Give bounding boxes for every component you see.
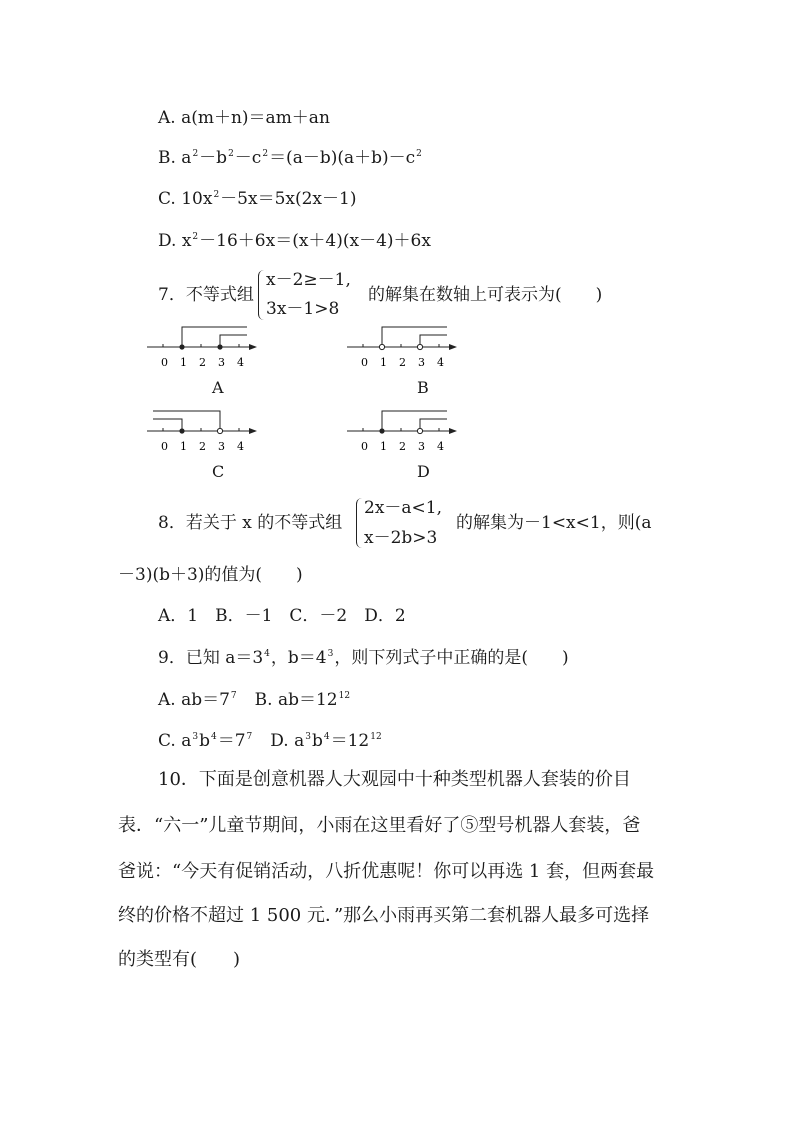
q6-option-b: B. $a^2-b^2-c^2=(a-b)(a+b)-c^2$ — [158, 148, 422, 168]
q7-system-line-2: 3x－1>8 — [266, 299, 340, 319]
tick-label: 2 — [199, 440, 206, 453]
tick-label: 4 — [237, 356, 244, 369]
tick-label: 4 — [437, 440, 444, 453]
q9-options-ab: A. $ab=7^7$ B. $ab=12^{12}$ — [158, 690, 351, 710]
caption-b: B — [417, 378, 429, 397]
tick-label: 0 — [161, 440, 168, 453]
tick-label: 3 — [418, 440, 425, 453]
caption-a: A — [212, 378, 224, 397]
tick-label: 2 — [199, 356, 206, 369]
caption-c: C — [212, 462, 225, 481]
q10-line-1: 10．下面是创意机器人大观园中十种类型机器人套装的价目 — [158, 769, 631, 790]
q8-system-brace — [356, 498, 363, 548]
q7-stem-prefix: 7．不等式组 — [158, 285, 254, 305]
tick-label: 2 — [399, 440, 406, 453]
number-line-d — [345, 406, 460, 456]
q6-option-c: C. $10x^2-5x=5x(2x-1)$ — [158, 189, 357, 209]
q6-option-a: A. a(m＋n)＝am＋an — [158, 108, 330, 128]
q6-option-d: D. $x^2-16+6x=(x+4)(x-4)+6x$ — [158, 231, 431, 251]
q10-line-2: 表．“六一”儿童节期间，小雨在这里看好了⑤型号机器人套装，爸 — [118, 815, 641, 836]
tick-label: 1 — [380, 440, 387, 453]
tick-label: 3 — [218, 440, 225, 453]
tick-label: 1 — [380, 356, 387, 369]
q7-stem-suffix: 的解集在数轴上可表示为( ) — [368, 285, 603, 305]
tick-label: 0 — [161, 356, 168, 369]
tick-label: 0 — [361, 356, 368, 369]
tick-label: 4 — [237, 440, 244, 453]
tick-label: 3 — [218, 356, 225, 369]
q8-system-line-2: x－2b>3 — [364, 528, 438, 548]
caption-d: D — [417, 462, 430, 481]
tick-label: 1 — [180, 440, 187, 453]
q9-stem: 9．已知 $a=3^4$，$b=4^3$，则下列式子中正确的是( ) — [158, 648, 569, 668]
tick-label: 1 — [180, 356, 187, 369]
q7-system-line-1: x－2≥－1, — [266, 270, 351, 290]
tick-label: 3 — [418, 356, 425, 369]
tick-label: 0 — [361, 440, 368, 453]
q10-line-3: 爸说：“今天有促销活动，八折优惠呢！你可以再选 1 套，但两套最 — [118, 861, 655, 882]
number-line-c — [145, 406, 260, 456]
tick-label: 2 — [399, 356, 406, 369]
q8-stem-line2: －3)(b＋3)的值为( ) — [118, 565, 303, 585]
q10-line-5: 的类型有( ) — [118, 949, 241, 970]
number-line-b — [345, 322, 460, 372]
q10-line-4: 终的价格不超过 1 500 元．”那么小雨再买第二套机器人最多可选择 — [118, 905, 650, 926]
q8-stem-suffix: 的解集为－1<x<1，则(a — [456, 513, 652, 533]
q9-options-cd: C. $a^3b^4=7^7$ D. $a^3b^4=12^{12}$ — [158, 731, 382, 751]
q8-options: A．1 B．－1 C．－2 D．2 — [158, 606, 406, 626]
tick-label: 4 — [437, 356, 444, 369]
q8-system-line-1: 2x－a<1, — [364, 498, 443, 518]
q8-stem-prefix: 8．若关于 x 的不等式组 — [158, 513, 343, 533]
q7-system-brace — [258, 270, 265, 320]
number-line-a — [145, 322, 260, 372]
